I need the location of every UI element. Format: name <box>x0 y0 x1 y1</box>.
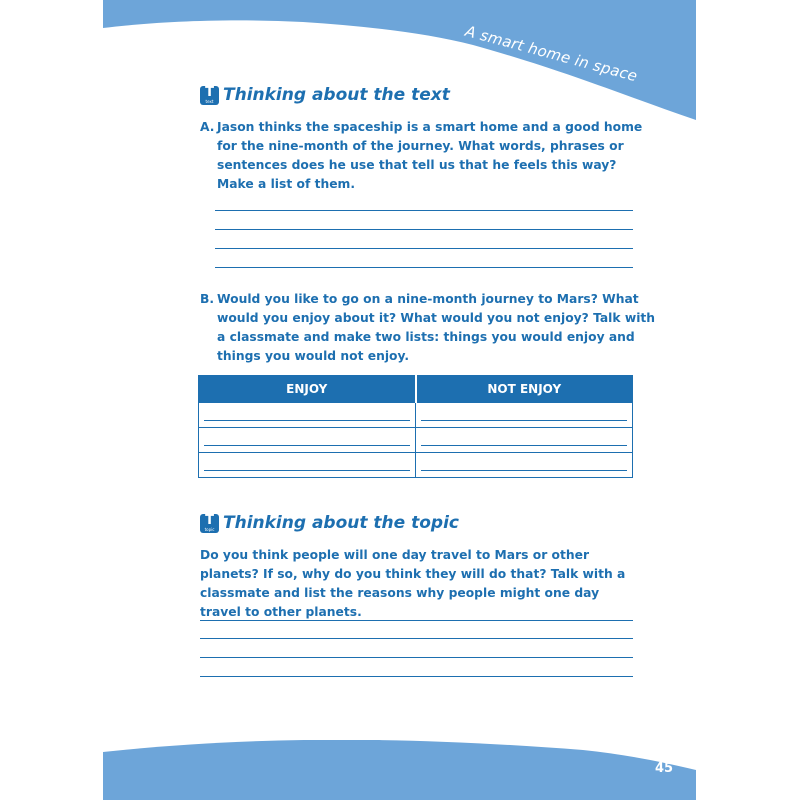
answer-line[interactable] <box>200 620 633 621</box>
section-title: Thinking about the topic <box>223 513 459 533</box>
not-enjoy-cell[interactable] <box>416 403 633 428</box>
question-letter: B. <box>200 292 215 306</box>
text-badge-icon: T text <box>200 86 219 105</box>
enjoy-header: ENJOY <box>199 376 416 403</box>
enjoy-cell[interactable] <box>199 403 416 428</box>
section-title: Thinking about the text <box>223 85 450 105</box>
table-row <box>199 403 633 428</box>
answer-line[interactable] <box>215 210 633 211</box>
question-text: Would you like to go on a nine-month journey to Mars? What would you enjoy about it? What would you not enjoy? Talk with a classmate and make two lists: things you would enjoy and things you would not enjoy. <box>217 292 656 363</box>
answer-line[interactable] <box>200 638 633 639</box>
enjoy-table <box>198 375 633 478</box>
enjoy-cell[interactable] <box>199 453 416 478</box>
answer-line[interactable] <box>215 248 633 249</box>
not-enjoy-header: NOT ENJOY <box>416 376 633 403</box>
topic-question <box>200 546 640 622</box>
page-number: 45 <box>655 761 674 776</box>
topic-badge-icon: T topic <box>200 514 219 533</box>
enjoy-cell[interactable] <box>199 428 416 453</box>
question-text: Jason thinks the spaceship is a smart home and a good home for the nine-month of the journey. What words, phrases or sentences does he use that tell us that he feels this way? Make a list of them. <box>217 120 643 191</box>
footer-band <box>103 740 696 800</box>
answer-line[interactable] <box>215 267 633 268</box>
table-row <box>199 453 633 478</box>
answer-line[interactable] <box>200 676 633 677</box>
section-heading-text <box>200 85 450 105</box>
section-heading-topic <box>200 513 459 533</box>
question-letter: A. <box>200 120 215 134</box>
table-row <box>199 428 633 453</box>
question-text: Do you think people will one day travel to Mars or other planets? If so, why do you think they will do that? Talk with a classmate and list the reasons why people might one day travel to other planets. <box>200 548 626 619</box>
not-enjoy-cell[interactable] <box>416 453 633 478</box>
not-enjoy-cell[interactable] <box>416 428 633 453</box>
answer-line[interactable] <box>215 229 633 230</box>
answer-line[interactable] <box>200 657 633 658</box>
chapter-title: A smart home in space <box>463 22 640 86</box>
